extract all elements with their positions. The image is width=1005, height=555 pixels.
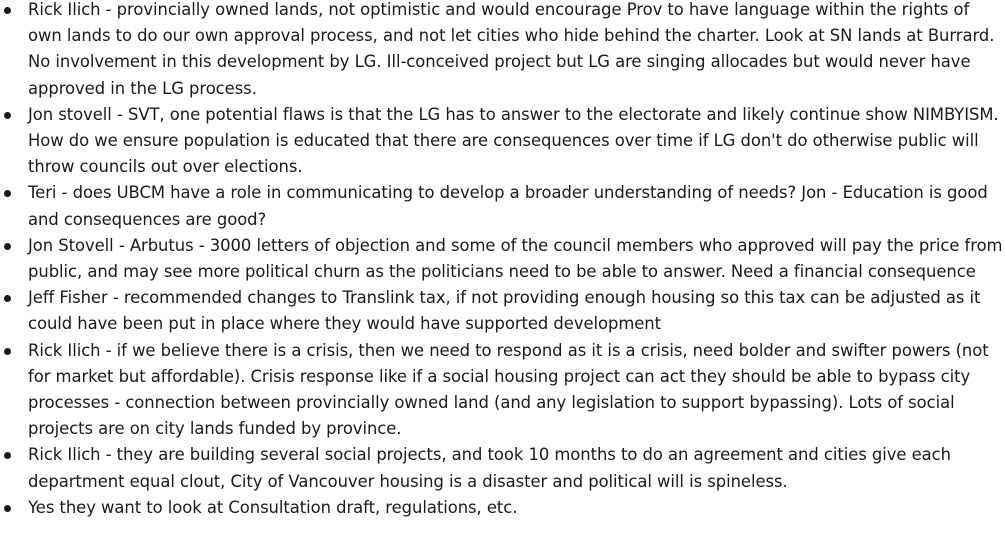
list-item (0, 338, 1005, 443)
note-text: Jon Stovell - Arbutus - 3000 letters of objection and some of the council members who approved will pay the price from public, and may see more political churn as the politicians need to be able to answer. Need a financial consequence (28, 235, 1003, 282)
note-text: Rick Ilich - they are building several social projects, and took 10 months to do an agreement and cities give each department equal clout, City of Vancouver housing is a disaster and political will is spineless. (28, 445, 951, 491)
note-text: Rick Ilich - if we believe there is a crisis, then we need to respond as it is a crisis, need bolder and swifter powers (not for market but affordable). Crisis response like if a social housing project can act they should be able to bypass city processes - connection between provincially owned land (and any legislation to support bypassing). Lots of social projects are on city lands funded by province. (28, 340, 989, 439)
note-text: Yes they want to look at Consultation draft, regulations, etc. (28, 497, 518, 517)
note-text: Teri - does UBCM have a role in communicating to develop a broader understanding of needs? Jon - Education is good and consequences are good? (28, 183, 988, 229)
bullet-icon (4, 295, 11, 302)
bullet-icon (4, 190, 11, 197)
bullet-icon (4, 243, 11, 250)
list-item (0, 0, 1005, 102)
bullet-icon (4, 7, 11, 14)
list-item (0, 102, 1005, 181)
list-item (0, 442, 1005, 494)
note-text: Jeff Fisher - recommended changes to Translink tax, if not providing enough housing so this tax can be adjusted as it could have been put in place where they would have supported development (28, 288, 981, 334)
note-text: Rick Ilich - provincially owned lands, not optimistic and would encourage Prov to have language within the rights of own lands to do our own approval process, and not let cities who hide behind the charter. Look at SN lands at Burrard. No involvement in this development by LG. Ill-conceived project but LG are singing allocades but would never have approved in the LG process. (28, 0, 995, 98)
list-item (0, 285, 1005, 337)
bullet-icon (4, 505, 11, 512)
list-item (0, 180, 1005, 232)
bullet-icon (4, 452, 11, 459)
bullet-icon (4, 112, 11, 119)
list-item (0, 233, 1005, 285)
note-text: Jon stovell - SVT, one potential flaws is that the LG has to answer to the electorate and likely continue show NIMBYISM. How do we ensure population is educated that there are consequences over time if LG don't do otherwise public will throw councils out over elections. (28, 104, 999, 177)
bullet-icon (4, 348, 11, 355)
list-item (0, 495, 1005, 521)
